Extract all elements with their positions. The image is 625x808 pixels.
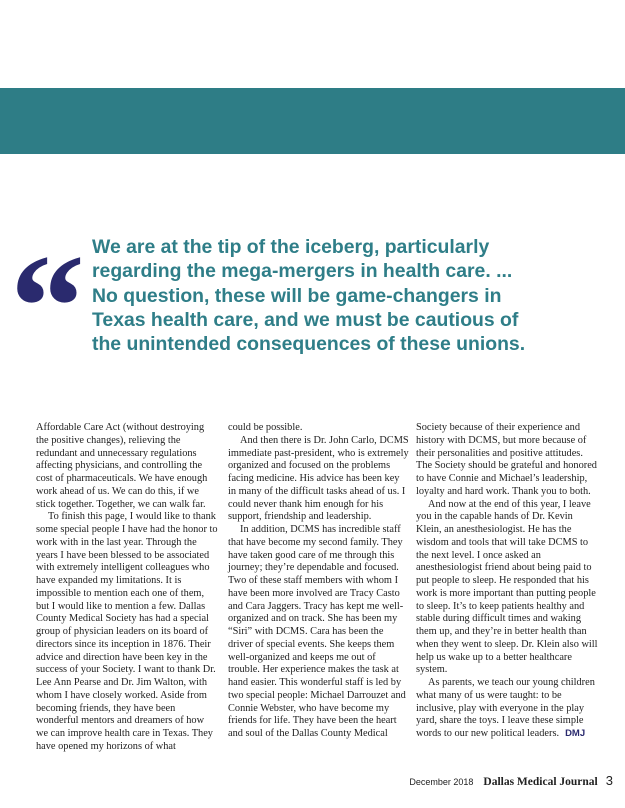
pull-quote-line: No question, these will be game-changers in [92, 284, 502, 307]
page-footer [409, 772, 613, 790]
pull-quote-line: regarding the mega-mergers in health care. ... [92, 260, 513, 283]
dmj-end-mark: DMJ [565, 728, 586, 739]
article-paragraph: As parents, we teach our young children what many of us were taught: to be inclusive, play with everyone in the play yard, share the toys. I leave these simple words to our new political leaders. [416, 677, 595, 739]
pull-quote-line: Texas health care, and we must be cautious of [92, 308, 519, 331]
article-paragraph: Affordable Care Act (without destroying the positive changes), relieving the redundant and unnecessary regulations affecting physicians, and controlling the cost of pharmaceuticals. We have enough work ahead of us. We can do this, if we stick together. Together, we can walk far. [36, 422, 208, 510]
issue-date: December 2018 [409, 777, 474, 787]
article-paragraph: And then there is Dr. John Carlo, DCMS immediate past-president, who is extremely organized and focused on the problems facing medicine. His advice has been key in many of the difficult tasks ahead of us. I could never thank him enough for his support, friendship and leadership. [228, 434, 409, 523]
pull-quote [92, 235, 617, 356]
pull-quote-line: the unintended consequences of these unions. [92, 333, 526, 356]
quotation-mark-icon: “ [10, 224, 85, 390]
page-number: 3 [605, 773, 613, 788]
article-paragraph: could be possible. [228, 422, 303, 433]
header-color-band [0, 88, 625, 154]
article-paragraph: To finish this page, I would like to thank some special people I have had the honor to work with in the last year. Through the years I have been blessed to be associated with extremely intelligent colleagues who have expanded my limitations. It is impossible to mention each one of them, but I would like to mention a few. Dallas County Medical Society has had a special group of physician leaders on its board of directors since its inception in 1876. Their advice and direction have been key in the success of your Society. I want to thank Dr. Lee Ann Pearse and Dr. Jim Walton, with whom I have closely worked. Aside from becoming friends, they have been wonderful mentors and dreamers of how we can improve health care in Texas. They have opened my horizons of what [36, 511, 218, 752]
article-paragraph: And now at the end of this year, I leave you in the capable hands of Dr. Kevin Klein, an anesthesiologist. He has the wisdom and tools that will take DCMS to the next level. I once asked an anesthesiologist friend about being paid to put people to sleep. He responded that his work is more important than putting people to sleep. It’s to keep patients healthy and stable during difficult times and waking them up, and they’re in better health than when they went to sleep. Dr. Klein also will help us wake up to a better healthcare system. [416, 498, 598, 676]
article-paragraph: Society because of their experience and history with DCMS, but more because of their personalities and positive attitudes. The Society should be grateful and honored to have Connie and Michael’s leadership, loyalty and hard work. Thank you to both. [416, 422, 597, 497]
article-column-1 [36, 422, 218, 754]
article-column-3 [416, 422, 598, 741]
article-column-2 [228, 422, 410, 741]
pull-quote-line: We are at the tip of the iceberg, particularly [92, 236, 490, 258]
article-paragraph: In addition, DCMS has incredible staff that have become my second family. They have taken good care of me through this journey; they’re dependable and focused. Two of these staff members with whom I have been more involved are Tracy Casto and Cara Jaggers. Tracy has kept me well-organized and on track. She has been my “Siri” with DCMS. Cara has been the driver of special events. She keeps them well-organized and keeps me out of trouble. Her experience makes the task at hand easier. This wonderful staff is led by two special people: Michael Darrouzet and Connie Webster, who have become my friends for life. They have been the heart and soul of the Dallas County Medical [228, 524, 406, 739]
journal-name: Dallas Medical Journal [483, 776, 598, 788]
